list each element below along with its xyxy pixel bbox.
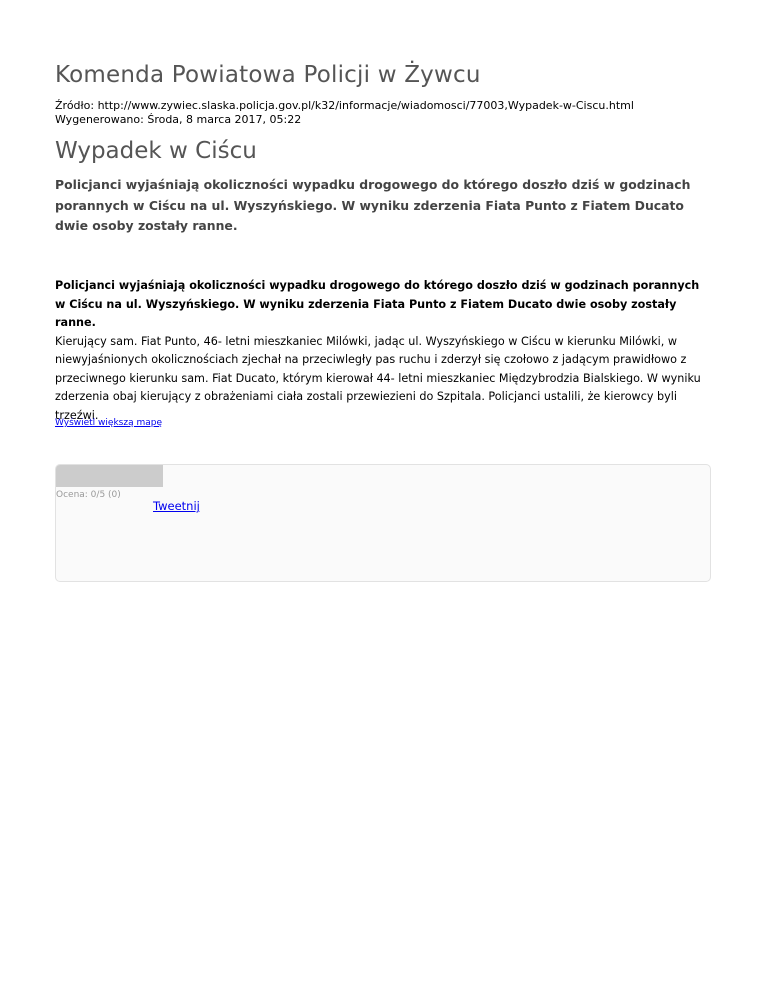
article-title: Wypadek w Ciścu bbox=[55, 138, 257, 164]
article-lead: Policjanci wyjaśniają okoliczności wypadku drogowego do którego doszło dziś w godzinach porannych w Ciścu na ul. Wyszyńskiego. W wyniku zderzenia Fiata Punto z Fiatem Ducato dwie osoby zostały ranne. bbox=[55, 177, 691, 233]
tweet-link[interactable]: Tweetnij bbox=[153, 499, 200, 513]
rating-stars[interactable] bbox=[56, 465, 163, 487]
source-line: Źródło: http://www.zywiec.slaska.policja.gov.pl/k32/informacje/wiadomosci/77003,Wypadek-w-Ciscu.html bbox=[55, 99, 634, 112]
rating-label: Ocena: 0/5 (0) bbox=[56, 490, 121, 500]
site-title: Komenda Powiatowa Policji w Żywcu bbox=[55, 62, 481, 88]
larger-map-link[interactable]: Wyświetl większą mapę bbox=[55, 418, 162, 428]
print-meta bbox=[55, 99, 634, 127]
article-body bbox=[55, 277, 713, 425]
generated-line: Wygenerowano: Środa, 8 marca 2017, 05:22 bbox=[55, 113, 302, 126]
article-body-bold: Policjanci wyjaśniają okoliczności wypadku drogowego do którego doszło dziś w godzinach porannych w Ciścu na ul. Wyszyńskiego. W wyniku zderzenia Fiata Punto z Fiatem Ducato dwie osoby zostały ranne. bbox=[55, 279, 700, 329]
rating-box bbox=[55, 464, 711, 582]
article-body-text: Kierujący sam. Fiat Punto, 46- letni mieszkaniec Milówki, jadąc ul. Wyszyńskiego w Ciścu w kierunku Milówki, w niewyjaśnionych okolicznościach zjechał na przeciwległy pas ruchu i zderzył się czołowo z jadącym prawidłowo z przeciwnego kierunku sam. Fiat Ducato, którym kierował 44- letni mieszkaniec Międzybrodzia Bialskiego. W wyniku zderzenia obaj kierujący z obrażeniami ciała zostali przewiezieni do Szpitala. Policjanci ustalili, że kierowcy byli trzeźwi. bbox=[55, 334, 701, 422]
